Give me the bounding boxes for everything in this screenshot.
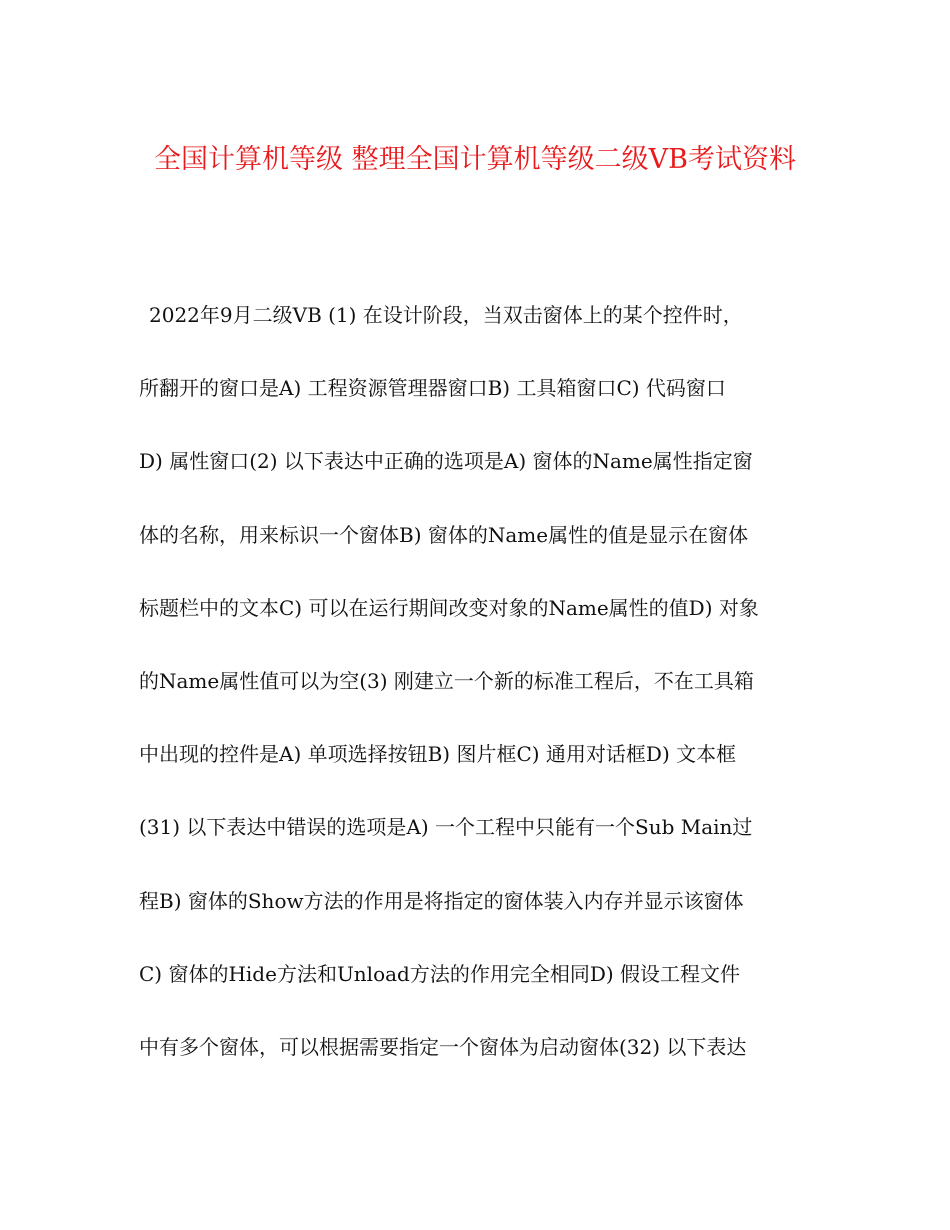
body-line: 程B) 窗体的Show方法的作用是将指定的窗体装入内存并显示该窗体 (139, 888, 744, 913)
body-line: 所翻开的窗口是A) 工程资源管理器窗口B) 工具箱窗口C) 代码窗口 (139, 376, 726, 401)
body-line: C) 窗体的Hide方法和Unload方法的作用完全相同D) 假设工程文件 (139, 961, 741, 986)
document-title: 全国计算机等级 整理全国计算机等级二级VB考试资料 (154, 144, 796, 175)
body-line: 中出现的控件是A) 单项选择按钮B) 图片框C) 通用对话框D) 文本框 (139, 742, 737, 767)
body-line: 中有多个窗体，可以根据需要指定一个窗体为启动窗体(32) 以下表达 (139, 1034, 747, 1059)
document-body (139, 300, 819, 1105)
body-line: 体的名称，用来标识一个窗体B) 窗体的Name属性的值是显示在窗体 (139, 522, 749, 547)
body-line: 的Name属性值可以为空(3) 刚建立一个新的标准工程后，不在工具箱 (139, 668, 754, 693)
body-line: 标题栏中的文本C) 可以在运行期间改变对象的Name属性的值D) 对象 (139, 595, 759, 620)
body-line: D) 属性窗口(2) 以下表达中正确的选项是A) 窗体的Name属性指定窗 (139, 449, 753, 474)
body-line: 2022年9月二级VB (1) 在设计阶段，当双击窗体上的某个控件时， (149, 303, 743, 327)
body-line: (31) 以下表达中错误的选项是A) 一个工程中只能有一个Sub Main过 (139, 815, 753, 840)
